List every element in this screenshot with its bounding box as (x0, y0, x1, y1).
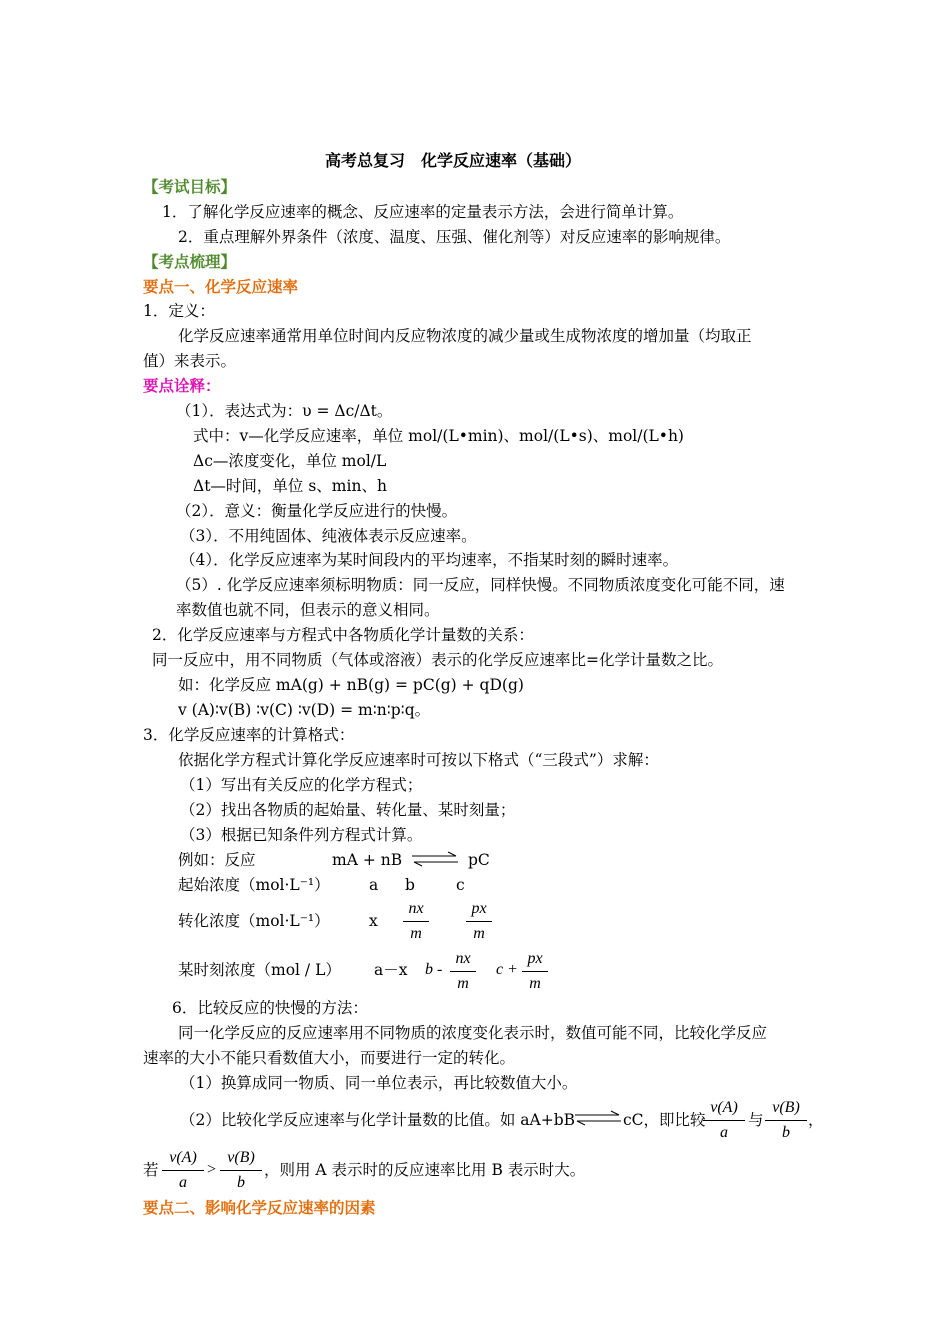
section6-method-2: （2）比较化学反应速率与化学计量数的比值。如 aA+bB (180, 1111, 576, 1129)
fraction-px-over-m-2: px m (522, 949, 548, 994)
section3-line: 依据化学方程式计算化学反应速率时可按以下格式（“三段式”）求解： (178, 751, 659, 769)
page-title: 高考总复习 化学反应速率（基础） (325, 151, 582, 170)
row-now-label: 某时刻浓度（mol / L） (178, 961, 341, 979)
goal-item-2: 2．重点理解外界条件（浓度、温度、压强、催化剂等）对反应速率的影响规律。 (178, 228, 731, 246)
fraction-nx-over-m: nx m (403, 899, 429, 944)
row-start-label: 起始浓度（mol·L⁻¹） (178, 876, 330, 894)
section3-step-2: （2）找出各物质的起始量、转化量、某时刻量； (180, 801, 516, 819)
section3-heading: 3．化学反应速率的计算格式： (143, 726, 355, 744)
definition-line-2: 值）来表示。 (143, 352, 237, 370)
section6-line-1: 同一化学反应的反应速率用不同物质的浓度变化表示时，数值可能不同，比较化学反应 (178, 1024, 768, 1042)
section6-method-1: （1）换算成同一物质、同一单位表示，再比较数值大小。 (180, 1074, 578, 1092)
note-4: （4）．化学反应速率为某时间段内的平均速率，不指某时刻的瞬时速率。 (180, 551, 679, 569)
exam-goal-heading: 【考试目标】 (143, 177, 237, 196)
note-1: （1）．表达式为：υ = Δc/Δt。 (176, 402, 393, 420)
definition-heading: 1．定义： (143, 302, 215, 320)
fraction-vB-over-b-2: v(B) b (220, 1148, 262, 1193)
section6-and: 与 (748, 1111, 764, 1129)
section2-example: 如：化学反应 mA(g) + nB(g) = pC(g) + qD(g) (178, 676, 524, 694)
note-1a: 式中：v—化学反应速率，单位 mol/(L•min)、mol/(L•s)、mol/(L•h) (193, 427, 684, 445)
section2-ratio: v (A)∶v(B) ∶v(C) ∶v(D) = m∶n∶p∶q。 (178, 701, 431, 719)
row-conv-a: x (369, 912, 378, 930)
row-now-c-plus: c + (496, 961, 518, 978)
definition-line-1: 化学反应速率通常用单位时间内反应物浓度的减少量或生成物浓度的增加量（均取正 (178, 327, 752, 345)
fraction-px-over-m: px m (466, 899, 492, 944)
row-start-c: c (456, 876, 465, 894)
row-now-b-minus: b - (425, 961, 443, 978)
section6-line-2: 速率的大小不能只看数值大小，而要进行一定的转化。 (143, 1049, 516, 1067)
section2-line: 同一反应中，用不同物质（气体或溶液）表示的化学反应速率比=化学计量数之比。 (152, 651, 723, 669)
example-label: 例如：反应 (178, 851, 256, 869)
section6-heading: 6．比较反应的快慢的方法： (172, 999, 368, 1017)
section6-if: 若 (143, 1161, 159, 1179)
note-1b: Δc—浓度变化，单位 mol/L (193, 452, 387, 470)
example-reactants: mA + nB (332, 851, 403, 869)
fraction-vB-over-b: v(B) b (765, 1098, 807, 1143)
point2-heading: 要点二、影响化学反应速率的因素 (143, 1198, 376, 1217)
note-3: （3）．不用纯固体、纯液体表示反应速率。 (180, 527, 477, 545)
section6-conclusion: ，则用 A 表示时的反应速率比用 B 表示时大。 (264, 1161, 586, 1179)
note-2: （2）．意义：衡量化学反应进行的快慢。 (176, 502, 458, 520)
equilibrium-arrow-icon-2 (573, 1110, 623, 1126)
row-start-a: a (369, 876, 379, 894)
note-5-line-1: （5）. 化学反应速率须标明物质：同一反应，同样快慢。不同物质浓度变化可能不同，速 (176, 576, 785, 594)
goal-item-1: 1．了解化学反应速率的概念、反应速率的定量表示方法，会进行简单计算。 (162, 203, 684, 221)
fraction-vA-over-a-2: v(A) a (162, 1148, 204, 1193)
fraction-nx-over-m-2: nx m (450, 949, 476, 994)
note-5-line-2: 率数值也就不同，但表示的意义相同。 (176, 601, 440, 619)
section6-method-2-cont: cC，即比较 (623, 1111, 706, 1129)
section2-heading: 2．化学反应速率与方程式中各物质化学计量数的关系： (152, 626, 534, 644)
equilibrium-arrow-icon (410, 851, 460, 867)
greater-than-sign: > (206, 1161, 217, 1178)
notes-heading: 要点诠释： (143, 376, 221, 395)
section6-comma: ， (808, 1111, 824, 1129)
row-now-a: a－x (374, 961, 408, 979)
row-conv-label: 转化浓度（mol·L⁻¹） (178, 912, 330, 930)
section3-step-3: （3）根据已知条件列方程式计算。 (180, 826, 423, 844)
section3-step-1: （1）写出有关反应的化学方程式； (180, 776, 423, 794)
fraction-vA-over-a: v(A) a (703, 1098, 745, 1143)
point1-heading: 要点一、化学反应速率 (143, 277, 299, 296)
example-product: pC (468, 851, 490, 869)
note-1c: Δt—时间，单位 s、min、h (193, 477, 387, 495)
row-start-b: b (405, 876, 415, 894)
key-points-heading: 【考点梳理】 (143, 252, 237, 271)
